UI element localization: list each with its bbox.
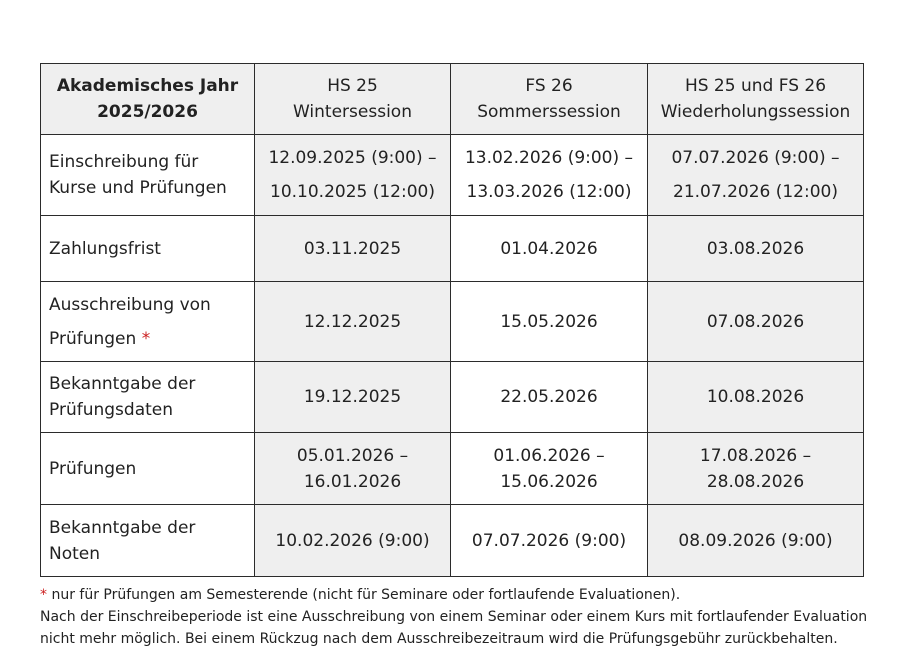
row-label-payment-deadline [41,216,255,282]
payment-deadline-hs25: 03.11.2025 [255,216,451,282]
academic-year-value: 2025/2026 [97,102,198,122]
notice-line-1: Nach der Einschreibeperiode ist eine Ausschreibung von einem Seminar oder einem Kurs mit fortlaufender Evaluation [40,609,868,625]
date-range-start: 01.06.2026 – [493,445,605,466]
row-label-exam-dates [41,362,255,433]
row-label-exam-registration [41,282,255,362]
column-header-hs25-term: HS 25 [327,76,378,96]
row-label-grades [41,505,255,577]
row-label-line: Einschreibung für [49,152,199,172]
footnote-text: nur für Prüfungen am Semesterende (nicht für Seminare oder fortlaufende Evaluationen). [47,587,681,603]
date-range-end: 21.07.2026 (12:00) [673,182,838,202]
column-header-fs26-term: FS 26 [525,76,573,96]
row-label-line: Kurse und Prüfungen [49,178,227,198]
notice-paragraph [40,606,880,650]
column-header-repeat-session: Wiederholungssession [660,102,851,122]
row-label-line: Zahlungsfrist [49,238,161,259]
row-label-line: Bekanntgabe der [49,374,196,394]
date-range-start: 05.01.2026 – [296,445,409,466]
exams-hs25 [255,433,451,505]
row-label-exams [41,433,255,505]
notice-line-2: nicht mehr möglich. Bei einem Rückzug nach dem Ausschreibezeitraum wird die Prüfungsgebühr zurückbehalten. [40,631,838,647]
row-label-line: Prüfungen [49,328,137,349]
date-range-start: 12.09.2025 (9:00) – [268,148,437,168]
exams-repeat [648,433,864,505]
date-range-end: 16.01.2026 [303,471,402,492]
exam-registration-repeat: 07.08.2026 [648,282,864,362]
exam-dates-fs26: 22.05.2026 [451,362,648,433]
row-label-line: Prüfungsdaten [49,400,174,420]
table-header-row [41,64,864,135]
payment-deadline-repeat: 03.08.2026 [648,216,864,282]
footnote-marker: * [141,328,151,349]
column-header-hs25-session: Wintersession [293,102,412,122]
table-row [41,362,864,433]
footnotes [40,584,880,650]
table-row [41,433,864,505]
enrollment-cell-repeat [648,135,864,216]
date-range-end: 10.10.2025 (12:00) [270,182,435,202]
row-label-line: Prüfungen [49,458,137,479]
table-row [41,505,864,577]
column-header-fs26 [451,64,648,135]
payment-deadline-fs26: 01.04.2026 [451,216,648,282]
academic-year-header [41,64,255,135]
table-row [41,216,864,282]
grades-hs25: 10.02.2026 (9:00) [255,505,451,577]
exams-fs26 [451,433,648,505]
grades-repeat: 08.09.2026 (9:00) [648,505,864,577]
date-range-end: 28.08.2026 [706,471,805,492]
column-header-repeat [648,64,864,135]
footnote-line [40,584,880,606]
column-header-hs25 [255,64,451,135]
footnote-marker: * [40,587,47,603]
exam-registration-hs25: 12.12.2025 [255,282,451,362]
enrollment-cell-fs26 [451,135,648,216]
column-header-repeat-term: HS 25 und FS 26 [684,76,827,96]
table-row [41,135,864,216]
date-range-end: 15.06.2026 [500,471,598,492]
row-label-line: Ausschreibung von [49,294,211,315]
grades-fs26: 07.07.2026 (9:00) [451,505,648,577]
row-label-enrollment [41,135,255,216]
exam-dates-repeat: 10.08.2026 [648,362,864,433]
date-range-start: 17.08.2026 – [699,445,812,466]
academic-calendar-table [40,63,864,577]
row-label-line: Noten [49,543,101,564]
exam-registration-fs26: 15.05.2026 [451,282,648,362]
academic-year-label: Akademisches Jahr [56,76,239,96]
row-label-line: Bekanntgabe der [49,517,196,538]
enrollment-cell-hs25 [255,135,451,216]
exam-dates-hs25: 19.12.2025 [255,362,451,433]
date-range-end: 13.03.2026 (12:00) [466,182,632,202]
column-header-fs26-session: Sommerssession [477,102,621,122]
table-row [41,282,864,362]
date-range-start: 13.02.2026 (9:00) – [464,148,634,168]
date-range-start: 07.07.2026 (9:00) – [671,148,840,168]
